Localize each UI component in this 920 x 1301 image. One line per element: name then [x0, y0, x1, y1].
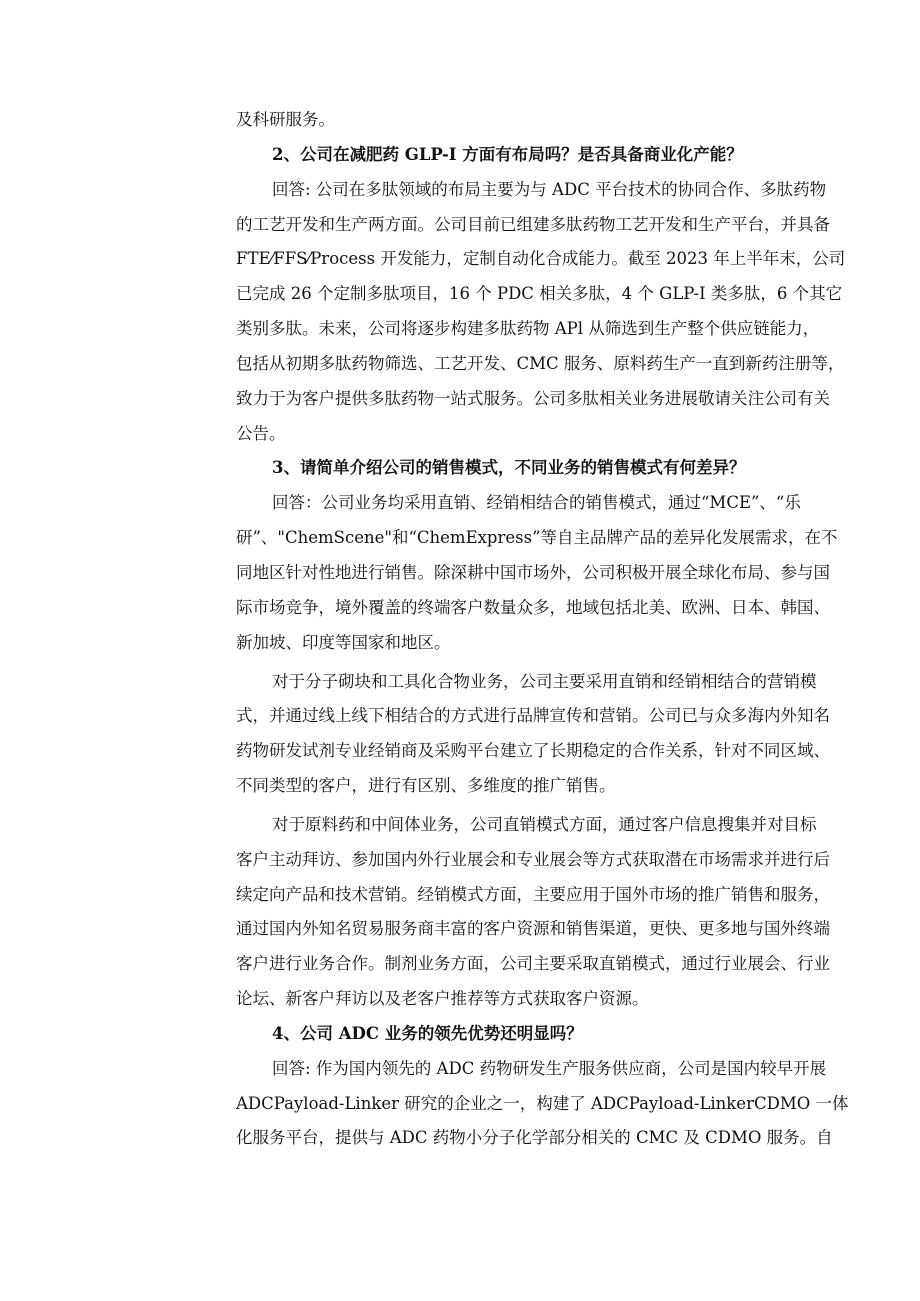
answer-3-line: 不同类型的客户，进行有区别、多维度的推广销售。	[236, 776, 616, 796]
question-3-heading: 3、请简单介绍公司的销售模式，不同业务的销售模式有何差异？	[272, 458, 746, 478]
answer-3-line: 对于原料药和中间体业务，公司直销模式方面，通过客户信息搜集并对目标	[272, 814, 817, 834]
answer-3-line: 对于分子砌块和工具化合物业务，公司主要采用直销和经销相结合的营销模	[272, 671, 817, 691]
answer-3-line: 式，并通过线上线下相结合的方式进行品牌宣传和营销。公司已与众多海内外知名	[236, 706, 830, 726]
answer-3-line: 回答：公司业务均采用直销、经销相结合的销售模式，通过“MCE”、“乐	[272, 493, 801, 513]
answer-4-line: ADCPayload-Linker 研究的企业之一，构建了 ADCPayload-LinkerCDMO 一体	[236, 1093, 848, 1113]
answer-2-line: 致力于为客户提供多肽药物一站式服务。公司多肽相关业务进展敬请关注公司有关	[236, 388, 830, 408]
paragraph-continuation-line: 及科研服务。	[236, 110, 335, 129]
answer-2-line: 包括从初期多肽药物筛选、工艺开发、CMC 服务、原料药生产一直到新药注册等，	[236, 353, 845, 373]
answer-2-line: 回答: 公司在多肽领域的布局主要为与 ADC 平台技术的协同合作、多肽药物	[272, 179, 827, 199]
answer-3-line: 客户主动拜访、参加国内外行业展会和专业展会等方式获取潜在市场需求并进行后	[236, 849, 830, 869]
answer-2-line: FTE⁄FFS⁄Process 开发能力，定制自动化合成能力。截至 2023 年上半年末，公司	[236, 249, 846, 269]
answer-2-line: 类别多肽。未来，公司将逐步构建多肽药物 APl 从筛选到生产整个供应链能力，	[236, 319, 820, 339]
answer-4-line: 化服务平台，提供与 ADC 药物小分子化学部分相关的 CMC 及 CDMO 服务。自	[236, 1128, 833, 1148]
answer-4-line: 回答: 作为国内领先的 ADC 药物研发生产服务供应商，公司是国内较早开展	[272, 1058, 827, 1078]
answer-3-line: 新加坡、印度等国家和地区。	[236, 632, 451, 652]
question-4-heading: 4、公司 ADC 业务的领先优势还明显吗？	[272, 1023, 583, 1043]
answer-2-line: 的工艺开发和生产两方面。公司目前已组建多肽药物工艺开发和生产平台，并具备	[236, 214, 830, 234]
question-2-heading: 2、公司在减肥药 GLP-I 方面有布局吗？是否具备商业化产能？	[272, 144, 743, 164]
answer-3-line: 通过国内外知名贸易服务商丰富的客户资源和销售渠道，更快、更多地与国外终端	[236, 919, 830, 939]
document-body	[236, 103, 848, 1156]
answer-3-line: 药物研发试剂专业经销商及采购平台建立了长期稳定的合作关系，针对不同区域、	[236, 741, 830, 761]
answer-3-line: 客户进行业务合作。制剂业务方面，公司主要采取直销模式，通过行业展会、行业	[236, 954, 830, 974]
answer-3-line: 同地区针对性地进行销售。除深耕中国市场外，公司积极开展全球化布局、参与国	[236, 562, 830, 582]
answer-3-line: 续定向产品和技术营销。经销模式方面，主要应用于国外市场的推广销售和服务，	[236, 884, 830, 904]
answer-3-line: 际市场竞争，境外覆盖的终端客户数量众多，地域包括北美、欧洲、日本、韩国、	[236, 597, 830, 617]
answer-2-line: 公告。	[236, 423, 286, 443]
answer-2-line: 已完成 26 个定制多肽项目，16 个 PDC 相关多肽，4 个 GLP-I 类多肽，6 个其它	[236, 284, 843, 304]
answer-3-line: 研”、"ChemScene"和“ChemExpress”等自主品牌产品的差异化发展需求，在不	[236, 528, 838, 548]
answer-3-line: 论坛、新客户拜访以及老客户推荐等方式获取客户资源。	[236, 989, 649, 1009]
